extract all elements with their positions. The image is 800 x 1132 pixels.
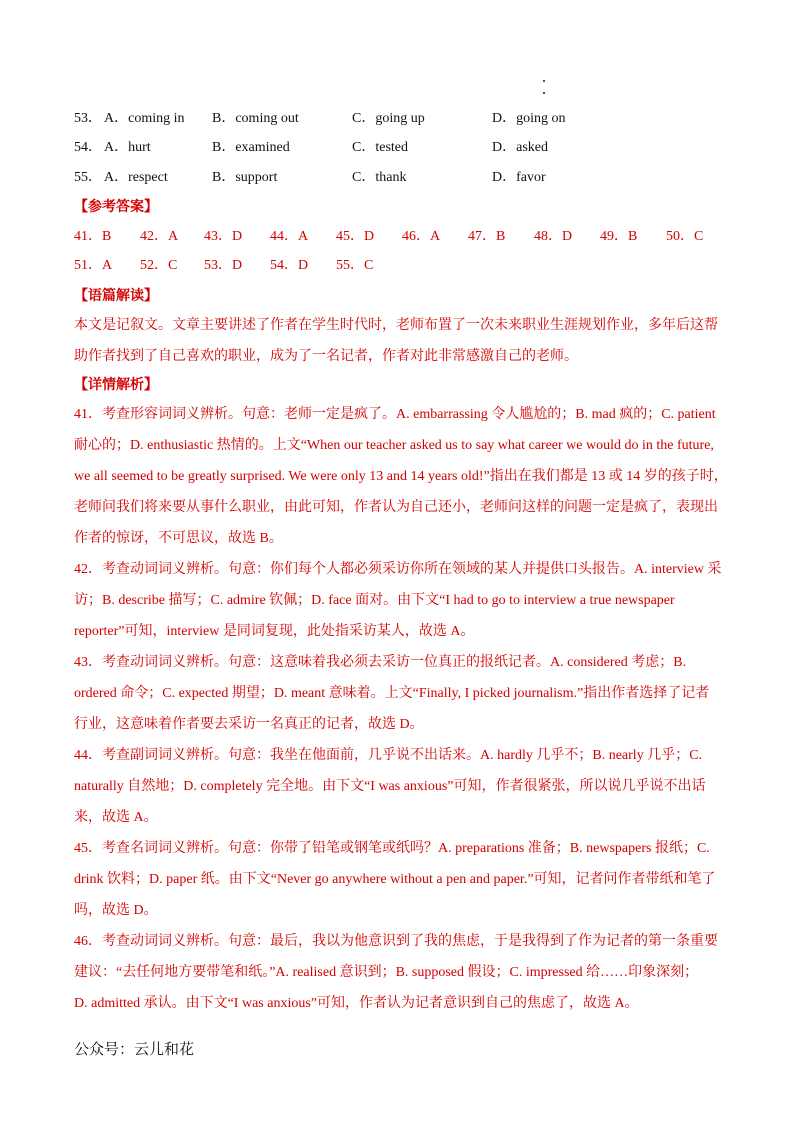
detail-line: reporter”可知，interview 是同词复现，此处指采访某人，故选 A。 xyxy=(74,624,475,639)
detail-line: ordered 命令；C. expected 期望；D. meant 意味着。上文“Finally, I picked journalism.”指出作者选择了记者 xyxy=(74,686,710,701)
option-a: A．respect xyxy=(104,170,168,185)
answer-item: 43．D xyxy=(204,229,243,244)
answer-item: 44．A xyxy=(270,229,309,244)
detail-line: 43．考查动词词义辨析。句意：这意味着我必须去采访一位真正的报纸记者。A. considered 考虑；B. xyxy=(74,655,687,670)
footer-account: 公众号：云儿和花 xyxy=(74,1040,195,1058)
detail-line: 来，故选 A。 xyxy=(74,810,158,825)
detail-line: 访；B. describe 描写；C. admire 钦佩；D. face 面对。由下文“I had to go to interview a true newspaper xyxy=(74,593,675,608)
option-c: C．thank xyxy=(352,170,407,185)
option-d: D．asked xyxy=(492,140,548,155)
answer-item: 47．B xyxy=(468,229,506,244)
option-b: B．coming out xyxy=(212,111,299,126)
question-number: 53． xyxy=(74,111,102,126)
option-c: C．going up xyxy=(352,111,425,126)
answer-item: 42．A xyxy=(140,229,179,244)
option-b: B．support xyxy=(212,170,278,185)
detail-line: 耐心的；D. enthusiastic 热情的。上文“When our teacher asked us to say what career we would do in the future, xyxy=(74,438,714,453)
option-d: D．favor xyxy=(492,170,546,185)
detail-line: 作者的惊讶，不可思议，故选 B。 xyxy=(74,531,283,546)
detail-line: D. admitted 承认。由下文“I was anxious”可知，作者认为记者意识到自己的焦虑了，故选 A。 xyxy=(74,996,639,1011)
detail-line: 建议：“去任何地方要带笔和纸。”A. realised 意识到；B. supposed 假设；C. impressed 给……印象深刻； xyxy=(74,965,699,980)
answer-item: 45．D xyxy=(336,229,375,244)
answer-item: 53．D xyxy=(204,258,243,273)
question-number: 54． xyxy=(74,140,102,155)
option-a: A．coming in xyxy=(104,111,185,126)
detail-line: we all seemed to be greatly surprised. We were only 13 and 14 years old!”指出在我们都是 13 或 14 岁的孩子时， xyxy=(74,469,728,484)
answer-item: 54．D xyxy=(270,258,309,273)
detail-line: drink 饮料；D. paper 纸。由下文“Never go anywhere without a pen and paper.”可知，记者问作者带纸和笔了 xyxy=(74,872,716,887)
reading-heading: 【语篇解读】 xyxy=(74,289,158,304)
detail-line: 45．考查名词词义辨析。句意：你带了铅笔或钢笔或纸吗？A. preparations 准备；B. newspapers 报纸；C. xyxy=(74,841,710,856)
detail-line: 老师问我们将来要从事什么职业，由此可知，作者认为自己还小，老师问这样的问题一定是疯了，表现出 xyxy=(74,500,718,515)
detail-line: 41．考查形容词词义辨析。句意：老师一定是疯了。A. embarrassing 令人尴尬的；B. mad 疯的；C. patient xyxy=(74,407,716,422)
answer-item: 52．C xyxy=(140,258,178,273)
answer-item: 49．B xyxy=(600,229,638,244)
option-a: A．hurt xyxy=(104,140,151,155)
answer-item: 48．D xyxy=(534,229,573,244)
answer-heading: 【参考答案】 xyxy=(74,200,158,215)
detail-heading: 【详情解析】 xyxy=(74,378,158,393)
option-c: C．tested xyxy=(352,140,408,155)
option-d: D．going on xyxy=(492,111,566,126)
detail-line: 吗，故选 D。 xyxy=(74,903,158,918)
answer-item: 50．C xyxy=(666,229,704,244)
detail-line: 44．考查副词词义辨析。句意：我坐在他面前，几乎说不出话来。A. hardly 几乎不；B. nearly 几乎；C. xyxy=(74,748,703,763)
answer-item: 55．C xyxy=(336,258,374,273)
answer-item: 41．B xyxy=(74,229,112,244)
detail-line: naturally 自然地；D. completely 完全地。由下文“I was anxious”可知，作者很紧张，所以说几乎说不出话 xyxy=(74,779,706,794)
question-number: 55． xyxy=(74,170,102,185)
detail-line: 行业，这意味着作者要去采访一名真正的记者，故选 D。 xyxy=(74,717,424,732)
summary-line: 本文是记叙文。文章主要讲述了作者在学生时代时，老师布置了一次未来职业生涯规划作业，多年后这帮 xyxy=(74,318,718,333)
detail-line: 42．考查动词词义辨析。句意：你们每个人都必须采访你所在领域的某人并提供口头报告。A. interview 采 xyxy=(74,562,722,577)
summary-line: 助作者找到了自己喜欢的职业，成为了一名记者，作者对此非常感激自己的老师。 xyxy=(74,349,578,364)
option-b: B．examined xyxy=(212,140,290,155)
answer-item: 46．A xyxy=(402,229,441,244)
detail-line: 46．考查动词词义辨析。句意：最后，我以为他意识到了我的焦虑，于是我得到了作为记者的第一条重要 xyxy=(74,934,718,949)
decorative-dots xyxy=(543,74,547,104)
answer-item: 51．A xyxy=(74,258,113,273)
